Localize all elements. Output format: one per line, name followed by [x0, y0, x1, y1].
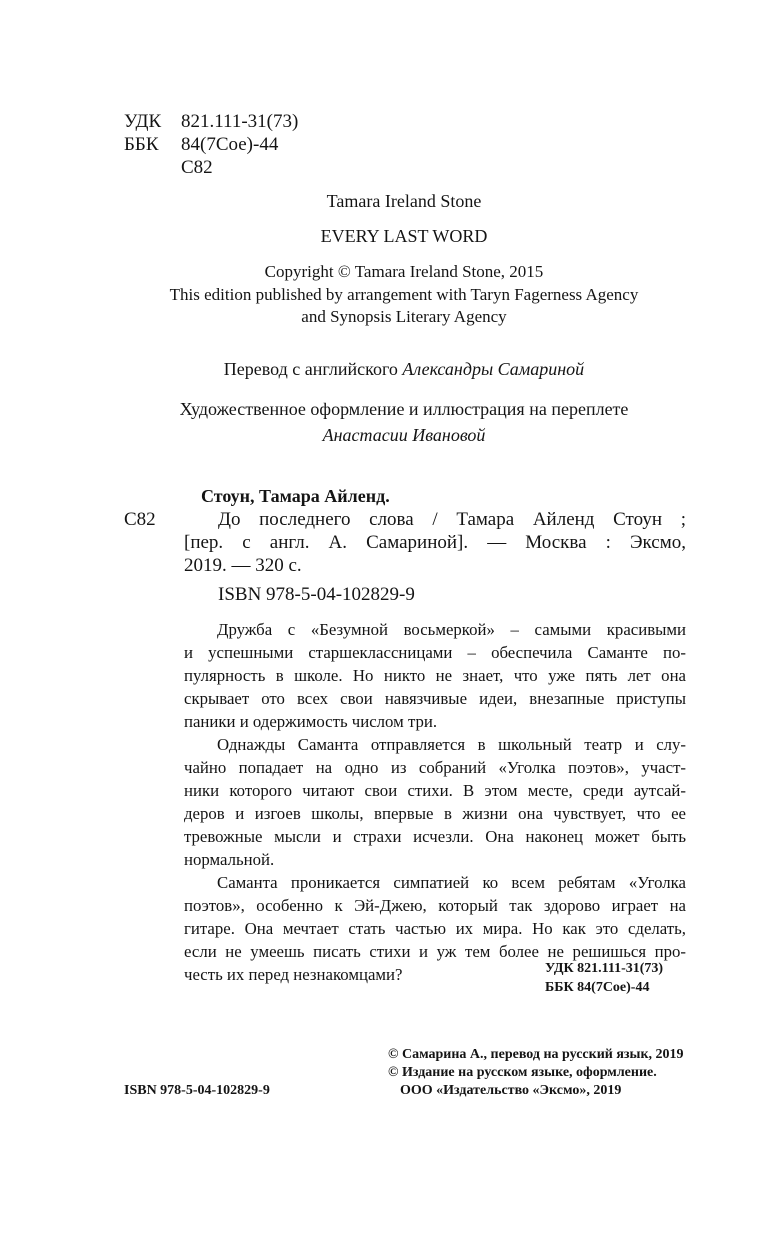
annotation-line: скрывает ото всех свои навязчивые идеи, внезапные приступы	[184, 689, 686, 708]
annotation-line: и успешными старшеклассницами – обеспечила Саманте по-	[184, 643, 686, 662]
footer-publisher: ООО «Издательство «Эксмо», 2019	[400, 1083, 622, 1098]
bbk-value: 84(7Сое)-44	[181, 134, 279, 155]
annotation-line: Саманта проникается симпатией ко всем ребятам «Уголка	[217, 873, 686, 892]
annotation-line: деров и изгоев школы, впервые в жизни она чувствует, что ее	[184, 804, 686, 823]
author-mark: С82	[181, 157, 213, 178]
footer-udk: УДК 821.111-31(73)	[545, 961, 664, 976]
design-label: Художественное оформление и иллюстрация на переплете	[179, 399, 629, 419]
bbk-label: ББК	[124, 134, 159, 155]
designer-name: Анастасии Ивановой	[322, 425, 486, 445]
annotation-line: если не умеешь писать стихи и уж тем более не решишься про-	[184, 942, 686, 961]
translation-label: Перевод с английского	[223, 359, 398, 379]
footer-copyright-edition: © Издание на русском языке, оформление.	[388, 1065, 657, 1080]
original-title: EVERY LAST WORD	[320, 226, 488, 246]
catalog-author-heading: Стоун, Тамара Айленд.	[201, 486, 390, 506]
catalog-line-3: 2019. — 320 с.	[184, 555, 302, 576]
footer-bbk: ББК 84(7Сое)-44	[545, 980, 650, 995]
original-author: Tamara Ireland Stone	[326, 191, 482, 211]
footer-copyright-translation: © Самарина А., перевод на русский язык, 2019	[388, 1047, 684, 1062]
annotation-line: честь их перед незнакомцами?	[184, 965, 403, 984]
arrangement-line-2: and Synopsis Literary Agency	[301, 307, 507, 326]
annotation-line: гитаре. Она мечтает стать частью их мира. Но как это сделать,	[184, 919, 686, 938]
annotation-line: чайно попадает на одно из собраний «Уголка поэтов», участ-	[184, 758, 686, 777]
catalog-line-2: [пер. с англ. А. Самариной]. — Москва : Эксмо,	[184, 532, 686, 553]
copyright-line: Copyright © Tamara Ireland Stone, 2015	[264, 262, 544, 281]
annotation-line: ники которого читают свои стихи. В этом месте, среди аутсай-	[184, 781, 686, 800]
catalog-isbn: ISBN 978-5-04-102829-9	[218, 584, 415, 605]
annotation-line: пулярность в школе. Но никто не знает, что уже пять лет она	[184, 666, 686, 685]
translation-credit	[0, 358, 768, 380]
arrangement-line-1: This edition published by arrangement with Taryn Fagerness Agency	[169, 285, 639, 304]
udk-label: УДК	[124, 111, 162, 132]
catalog-line-1: До последнего слова / Тамара Айленд Стоун ;	[218, 509, 686, 530]
footer-isbn: ISBN 978-5-04-102829-9	[124, 1083, 270, 1098]
catalog-mark: С82	[124, 509, 156, 530]
annotation-line: Дружба с «Безумной восьмеркой» – самыми красивыми	[217, 620, 686, 639]
udk-value: 821.111-31(73)	[181, 111, 299, 132]
translator-name: Александры Самариной	[402, 359, 585, 379]
annotation-line: Однажды Саманта отправляется в школьный театр и слу-	[217, 735, 686, 754]
annotation-line: паники и одержимость числом три.	[184, 712, 438, 731]
annotation-line: тревожные мысли и страхи исчезли. Она наконец может быть	[184, 827, 686, 846]
annotation-line: поэтов», особенно к Эй-Джею, который так здорово играет на	[184, 896, 686, 915]
annotation	[184, 618, 686, 986]
annotation-line: нормальной.	[184, 850, 275, 869]
